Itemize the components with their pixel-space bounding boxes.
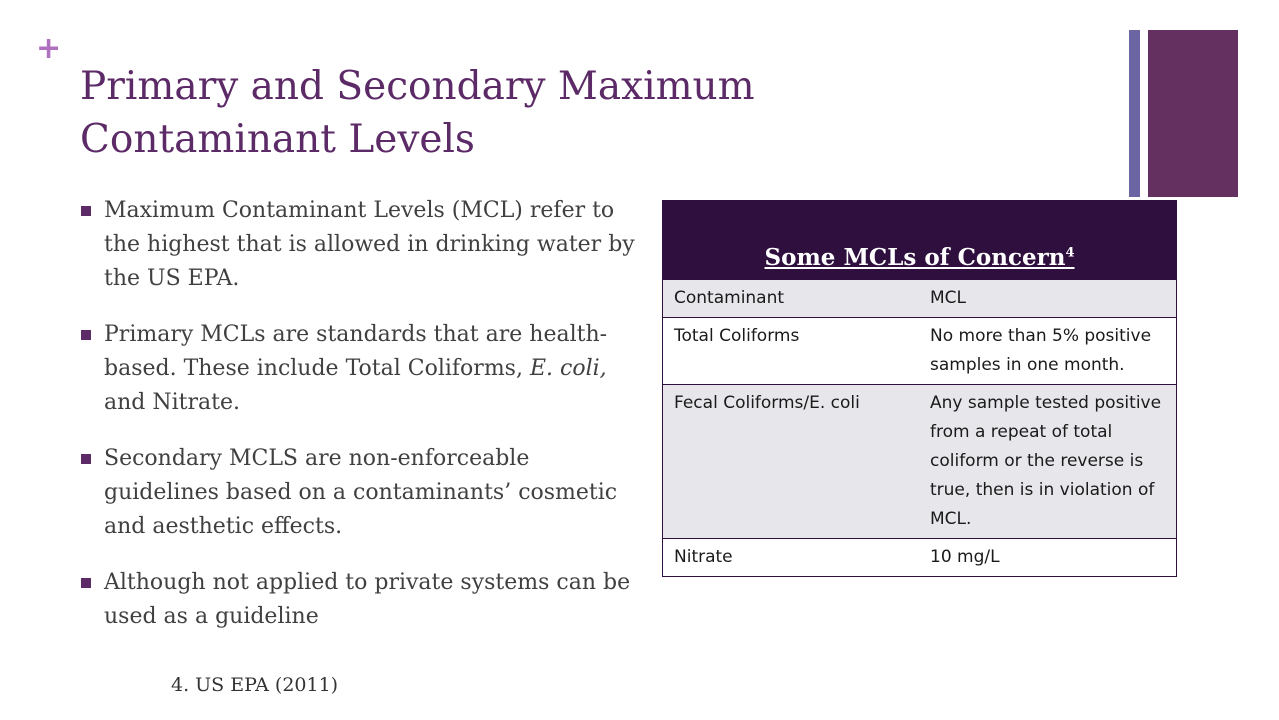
table-header-cell: Contaminant (663, 280, 920, 318)
table-cell: Fecal Coliforms/E. coli (663, 385, 920, 539)
title-line-2: Contaminant Levels (80, 117, 475, 162)
table-row (663, 318, 1177, 385)
bullet-square-icon (81, 330, 91, 340)
table-title-footnote-ref: 4 (1065, 245, 1075, 261)
table-row (663, 539, 1177, 577)
table-row (663, 385, 1177, 539)
bullet-square-icon (81, 578, 91, 588)
bullet-text: Although not applied to private systems can be used as a guideline (104, 570, 631, 629)
table-row (663, 280, 1177, 318)
bullet-square-icon (81, 206, 91, 216)
table-cell: Total Coliforms (663, 318, 920, 385)
footnote: 4. US EPA (2011) (171, 674, 339, 696)
bullet-text-end: and Nitrate. (104, 390, 240, 415)
plus-icon: + (36, 31, 62, 66)
bullet-text: Primary MCLs are standards that are health-based. These include Total Coliforms, (104, 322, 608, 381)
mcl-table (662, 200, 1177, 577)
decorative-bar-thick (1148, 30, 1238, 197)
table-cell: Any sample tested positive from a repeat of total coliform or the reverse is true, then is in violation of MCL. (919, 385, 1177, 539)
bullet-item (80, 442, 650, 544)
decorative-bar-thin (1129, 30, 1140, 197)
table-cell: 10 mg/L (919, 539, 1177, 577)
bullet-text: Maximum Contaminant Levels (MCL) refer to the highest that is allowed in drinking water by the US EPA. (104, 198, 635, 291)
bullet-item (80, 566, 650, 634)
title-line-1: Primary and Secondary Maximum (80, 64, 755, 109)
table-cell: No more than 5% positive samples in one month. (919, 318, 1177, 385)
bullet-list (80, 194, 650, 634)
bullet-text: Secondary MCLS are non-enforceable guidelines based on a contaminants’ cosmetic and aesthetic effects. (104, 446, 618, 539)
table-cell: Nitrate (663, 539, 920, 577)
table-header-cell: MCL (919, 280, 1177, 318)
bullet-item (80, 194, 650, 296)
bullet-text-italic: E. coli, (529, 356, 607, 381)
table-title-text: Some MCLs of Concern (764, 244, 1066, 271)
bullet-item (80, 318, 650, 420)
table-title (663, 201, 1177, 280)
bullet-square-icon (81, 454, 91, 464)
slide-title (80, 60, 1080, 166)
